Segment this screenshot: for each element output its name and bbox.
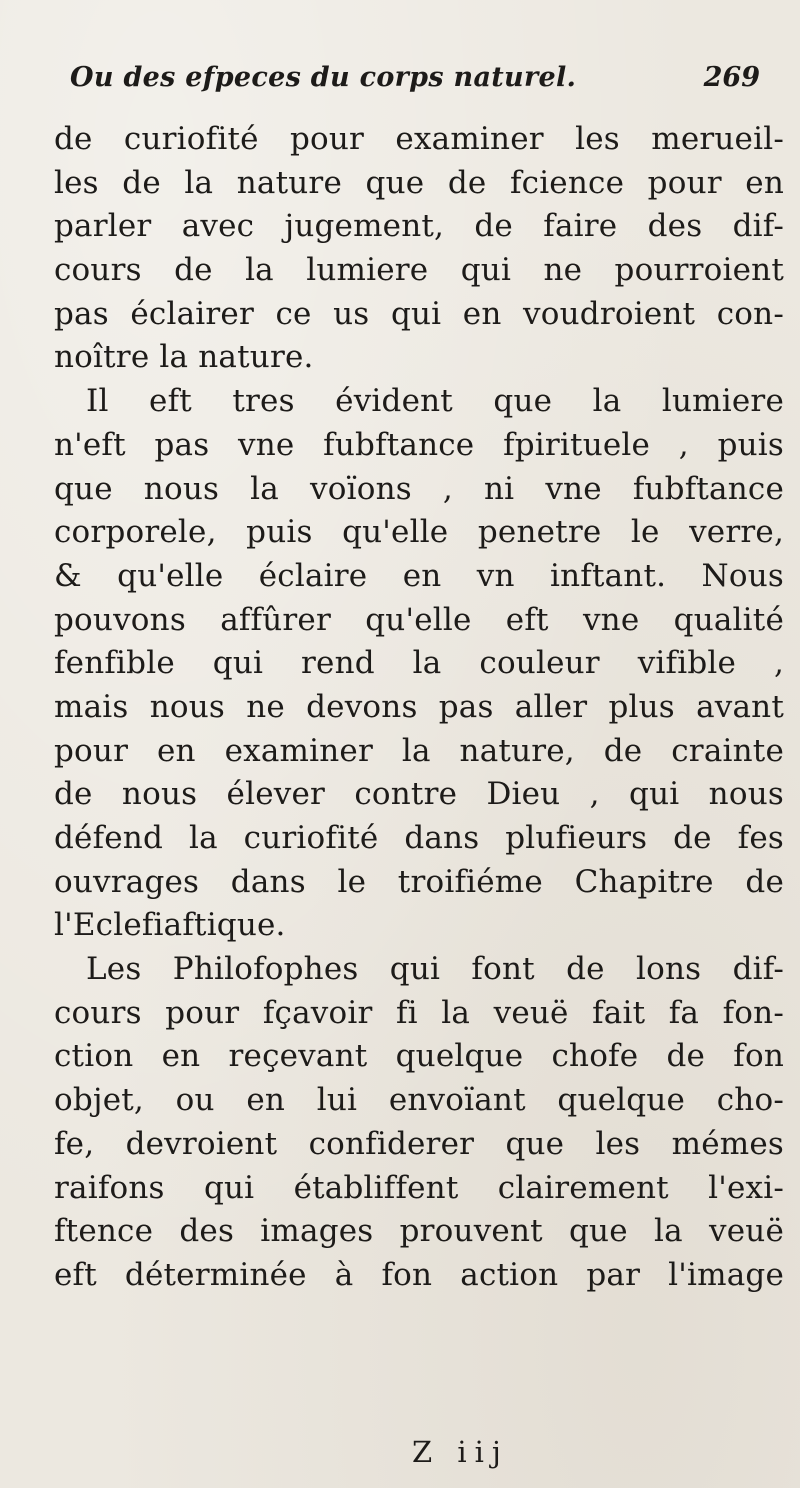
text-line: raifons qui établiffent clairement l'exi- [54,1169,784,1206]
text-line: pouvons affûrer qu'elle eft vne qualité [54,601,784,638]
signature-mark: Z iij [412,1435,509,1469]
text-line: fe, devroient confiderer que les mémes [54,1125,784,1162]
text-line: les de la nature que de fcience pour en [54,164,784,201]
body-text [54,118,784,1298]
text-line: ouvrages dans le troifiéme Chapitre de [54,863,784,900]
text-line: pour en examiner la nature, de crainte [54,732,784,769]
text-line: noître la nature. [54,339,314,376]
text-line: de nous élever contre Dieu , qui nous [54,776,784,813]
page-header [70,62,770,104]
paragraph-start-line: Il eft tres évident que la lumiere [86,383,784,420]
text-line: n'eft pas vne fubftance fpirituele , puis [54,426,784,463]
text-line: cours pour fçavoir fi la veuë fait fa fon- [54,994,784,1031]
paragraph-start-line: Les Philofophes qui font de lons dif- [86,951,784,988]
text-line: objet, ou en lui envoïant quelque cho- [54,1082,784,1119]
text-line: cours de la lumiere qui ne pourroient [54,252,784,289]
text-line: fenfible qui rend la couleur vifible , [54,645,784,682]
page-number: 269 [703,62,760,93]
text-line: parler avec jugement, de faire des dif- [54,208,784,245]
text-line: corporele, puis qu'elle penetre le verre, [54,514,784,551]
running-head: Ou des efpeces du corps naturel. [70,62,577,93]
text-line: l'Eclefiaftique. [54,907,286,944]
text-line: pas éclairer ce us qui en voudroient con- [54,295,784,332]
text-line: & qu'elle éclaire en vn inftant. Nous [54,557,784,594]
text-line: ction en reçevant quelque chofe de fon [54,1038,784,1075]
text-line: eft déterminée à fon action par l'image [54,1256,784,1293]
text-line: mais nous ne devons pas aller plus avant [54,688,784,725]
text-line: de curiofité pour examiner les merueil- [54,121,784,157]
text-line: que nous la voïons , ni vne fubftance [54,470,784,507]
text-line: ftence des images prouvent que la veuë [54,1213,784,1250]
text-line: défend la curiofité dans plufieurs de fes [54,820,784,856]
